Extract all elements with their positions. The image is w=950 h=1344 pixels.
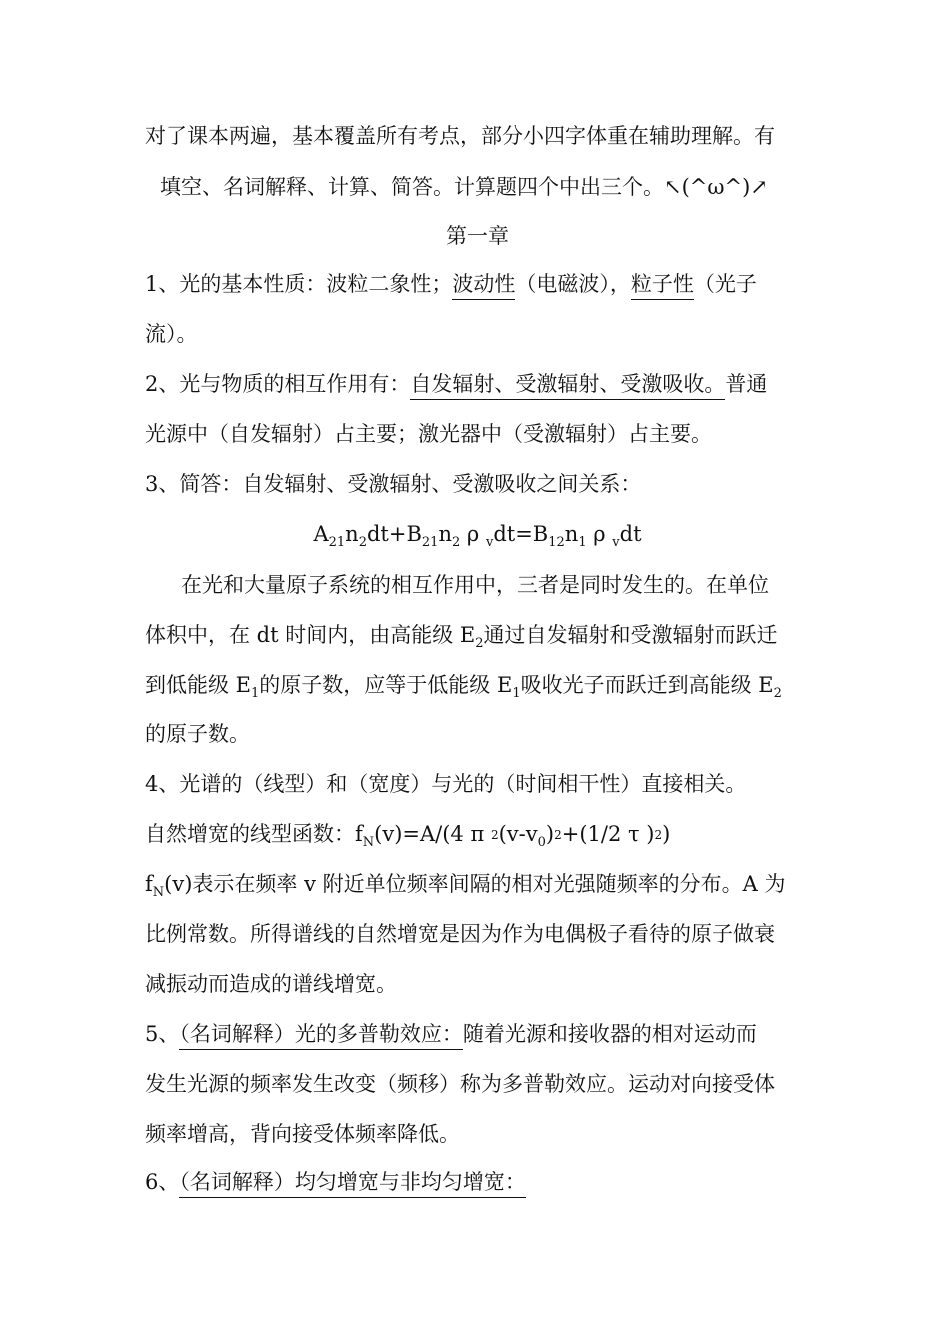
item-2-continuation: 光源中（自发辐射）占主要；激光器中（受激辐射）占主要。 [145, 422, 712, 446]
item-5-line-1 [145, 1024, 810, 1045]
item-2 [145, 374, 810, 395]
eq-a-sub: 21 [328, 535, 346, 550]
item-2-suffix: 普通 [725, 372, 768, 396]
item-6-underline: （名词解释）均匀增宽与非均匀增宽： [179, 1170, 526, 1198]
item-3-para-line-4: 的原子数。 [145, 722, 250, 746]
eq-v-sub-2: v [612, 535, 620, 550]
item-1-underline-wave: 波动性 [452, 272, 515, 300]
item-4-desc-line-2: 比例常数。所得谱线的自然增宽是因为作为电偶极子看待的原子做衰 [145, 922, 775, 946]
desc-f-sub: N [152, 885, 165, 900]
formula-sub-0: 0 [537, 835, 546, 850]
eq-n-2: n [438, 522, 452, 546]
item-5-line-2: 发生光源的频率发生改变（频移）称为多普勒效应。运动对向接受体 [145, 1072, 775, 1096]
item-2-underline: 自发辐射、受激辐射、受激吸收。 [410, 372, 725, 400]
item-3-para-line-3 [145, 673, 810, 701]
eq-dt: dt [619, 522, 642, 546]
item-2-prefix: 2、光与物质的相互作用有： [145, 372, 411, 396]
item-1-suffix: （光子 [693, 272, 757, 296]
p2-a: 体积中，在 dt 时间内，由高能级 E [145, 623, 476, 647]
eq-dt-eq-b: dt=B [493, 522, 549, 546]
item-4-desc-line-1 [145, 872, 810, 900]
p3-b: 的原子数，应等于低能级 E [259, 673, 513, 697]
desc-f: f [145, 872, 153, 896]
item-3-para-line-1: 在光和大量原子系统的相互作用中，三者是同时发生的。在单位 [181, 573, 769, 597]
chapter-title: 第一章 [446, 224, 509, 248]
item-1-continuation: 流）。 [145, 322, 198, 346]
item-5-suffix: 随着光源和接收器的相对运动而 [462, 1022, 757, 1046]
formula-b: (v)=A/(4 π [374, 822, 491, 846]
formula-sup-1: 2 [490, 828, 499, 842]
p3-a: 到低能级 E [145, 673, 252, 697]
item-3-equation [145, 522, 810, 550]
formula-f-close: ) [662, 822, 671, 846]
p3-sub-2: 1 [512, 686, 521, 701]
p3-sub-3: 2 [773, 686, 782, 701]
item-1-underline-particle: 粒子性 [631, 272, 694, 300]
item-1 [145, 274, 810, 295]
desc-rest: (v)表示在频率 v 附近单位频率间隔的相对光强随频率的分布。A 为 [164, 872, 786, 896]
intro-line-1: 对了课本两遍，基本覆盖所有考点，部分小四字体重在辅助理解。有 [145, 124, 775, 148]
item-3-title: 3、简答：自发辐射、受激辐射、受激吸收之间关系： [145, 472, 642, 496]
eq-n: n [345, 522, 359, 546]
intro-line-2: 填空、名词解释、计算、简答。计算题四个中出三个。↖(^ω^)↗ [160, 175, 768, 199]
formula-f: f [355, 822, 363, 846]
item-4-formula [145, 822, 810, 850]
formula-e: +(1/2 τ ) [561, 822, 655, 846]
item-6 [145, 1172, 810, 1193]
p2-sub: 2 [475, 636, 484, 651]
item-1-prefix: 1、光的基本性质：波粒二象性； [145, 272, 453, 296]
eq-n2-sub-2: 2 [451, 535, 461, 550]
item-5-underline: （名词解释）光的多普勒效应： [179, 1022, 463, 1050]
eq-rho-2: ρ [586, 522, 613, 546]
eq-rho: ρ [460, 522, 486, 546]
formula-d: ) [545, 822, 555, 846]
eq-n-3: n [564, 522, 579, 546]
item-1-mid: （电磁波）， [515, 272, 631, 296]
eq-b21-sub: 21 [421, 535, 439, 550]
eq-b12-sub: 12 [548, 535, 565, 550]
formula-sup-2: 2 [554, 828, 562, 842]
item-5-prefix: 5、 [145, 1022, 180, 1046]
item-4-desc-line-3: 减振动而造成的谱线增宽。 [145, 972, 397, 996]
item-6-prefix: 6、 [145, 1170, 180, 1194]
formula-f-sub: N [362, 835, 375, 850]
eq-dt-plus-b: dt+B [366, 522, 422, 546]
formula-label: 自然增宽的线型函数： [145, 822, 355, 846]
eq-n1-sub: 1 [578, 535, 587, 550]
p3-c: 吸收光子而跃迁到高能级 E [520, 673, 774, 697]
eq-n2-sub: 2 [358, 535, 367, 550]
p2-b: 通过自发辐射和受激辐射而跃迁 [483, 623, 778, 647]
item-3-para-line-2 [145, 623, 810, 651]
formula-sup-3: 2 [654, 828, 663, 842]
p3-sub-1: 1 [251, 686, 260, 701]
item-5-line-3: 频率增高，背向接受体频率降低。 [145, 1122, 460, 1146]
eq-v-sub: v [485, 535, 494, 550]
eq-a: A [313, 522, 329, 546]
item-4-line-1: 4、光谱的（线型）和（宽度）与光的（时间相干性）直接相关。 [145, 772, 747, 796]
formula-c: (v-v [498, 822, 538, 846]
